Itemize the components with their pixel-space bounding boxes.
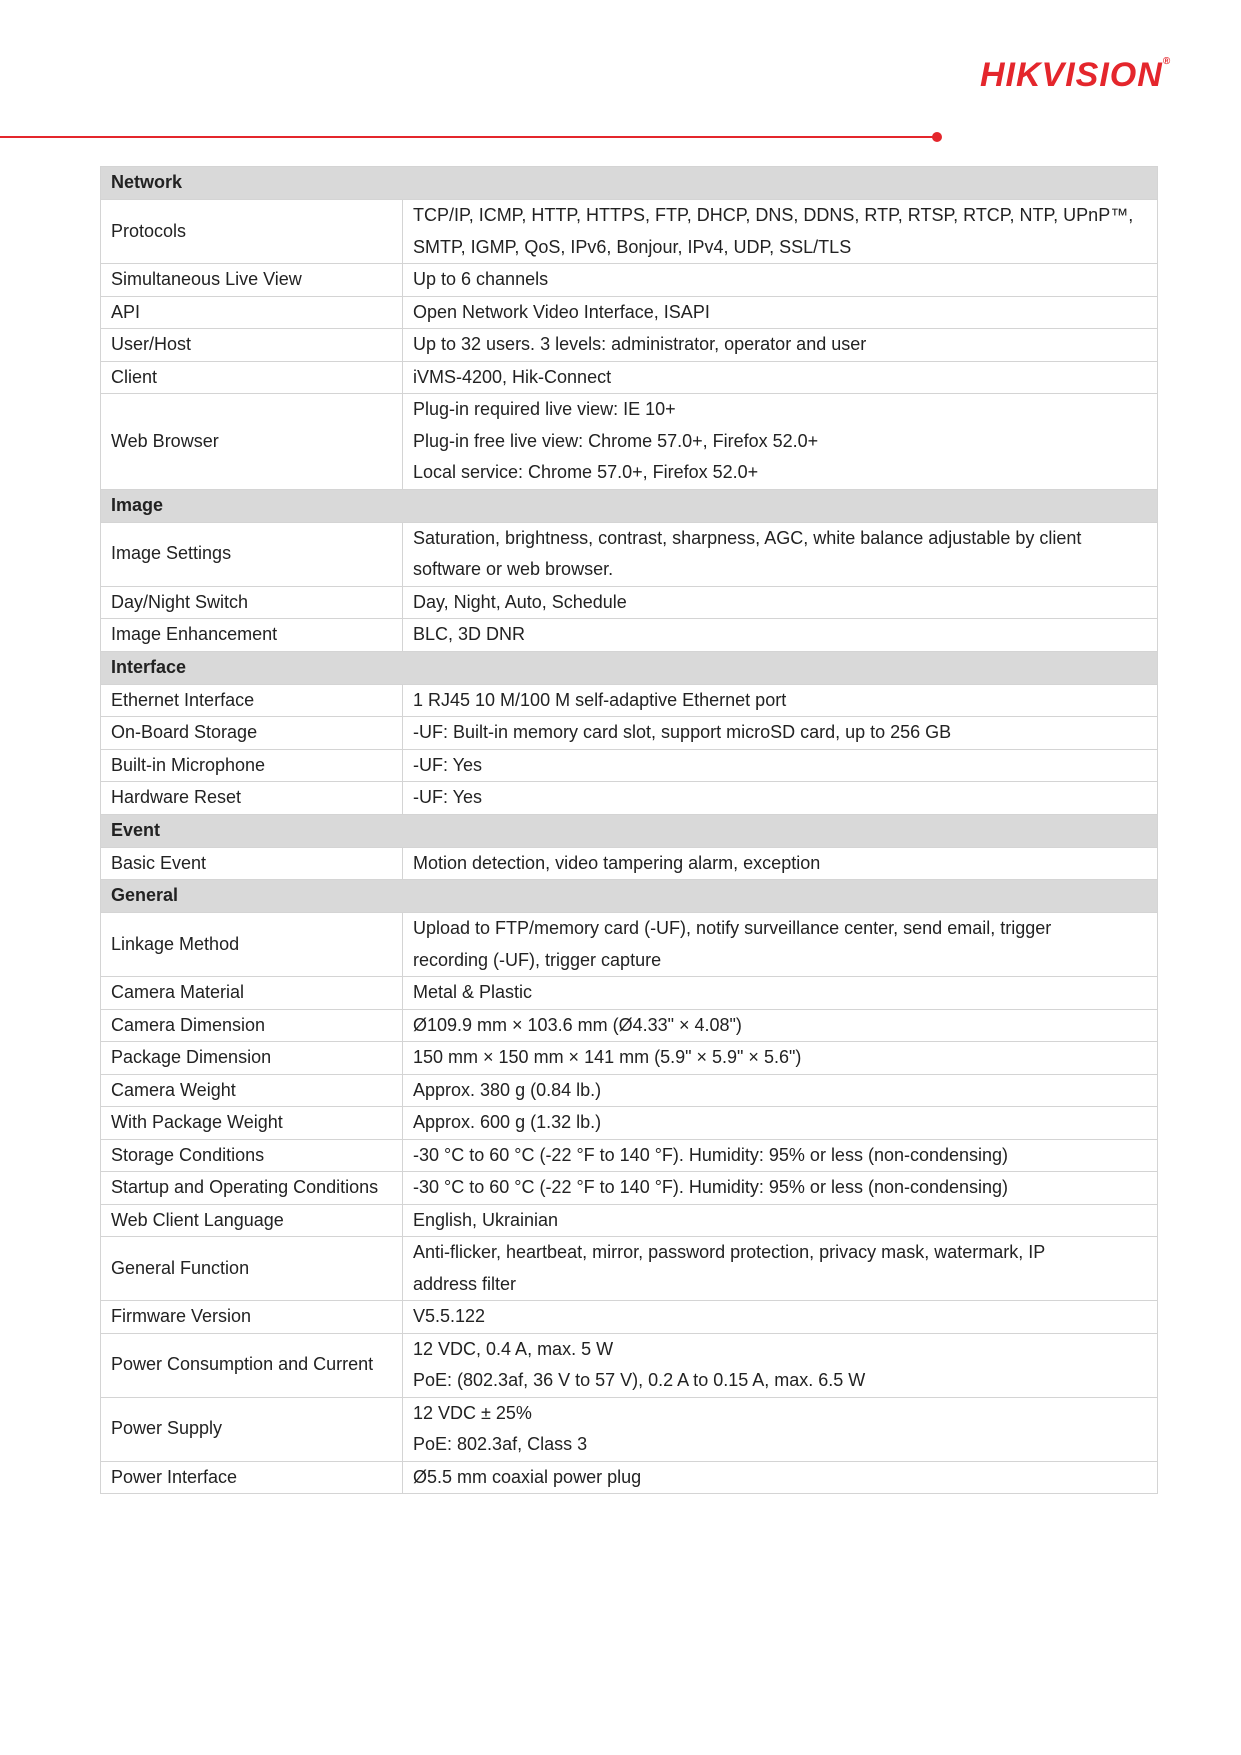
- spec-value-line: Metal & Plastic: [413, 982, 533, 1002]
- spec-value: [403, 586, 1158, 619]
- spec-label: Linkage Method: [101, 913, 403, 977]
- spec-row: [101, 586, 1158, 619]
- spec-value: [403, 264, 1158, 297]
- spec-label: Built-in Microphone: [101, 749, 403, 782]
- spec-label: Power Supply: [101, 1397, 403, 1461]
- spec-value-line: 1 RJ45 10 M/100 M self-adaptive Ethernet port: [413, 689, 787, 710]
- spec-value: [403, 1301, 1158, 1334]
- spec-value-line: Up to 32 users. 3 levels: administrator, operator and user: [413, 334, 867, 354]
- spec-value-line: Open Network Video Interface, ISAPI: [413, 301, 710, 322]
- spec-value-line: English, Ukrainian: [413, 1209, 559, 1230]
- spec-value: [403, 1107, 1158, 1140]
- spec-value-line: 12 VDC ± 25%: [413, 1402, 532, 1423]
- spec-value-line: TCP/IP, ICMP, HTTP, HTTPS, FTP, DHCP, DNS, DDNS, RTP, RTSP, RTCP, NTP, UPnP™,: [413, 205, 1134, 225]
- spec-row: [101, 684, 1158, 717]
- spec-value-line: PoE: (802.3af, 36 V to 57 V), 0.2 A to 0.15 A, max. 6.5 W: [413, 1370, 866, 1390]
- spec-label: Basic Event: [101, 847, 403, 880]
- spec-value: [403, 1397, 1158, 1461]
- spec-value: [403, 1139, 1158, 1172]
- spec-value-line: Local service: Chrome 57.0+, Firefox 52.0+: [413, 462, 759, 482]
- spec-label: Ethernet Interface: [101, 684, 403, 717]
- spec-row: [101, 1301, 1158, 1334]
- spec-value-line: Saturation, brightness, contrast, sharpness, AGC, white balance adjustable by client: [413, 527, 1082, 548]
- spec-row: [101, 913, 1158, 977]
- section-title: Network: [101, 167, 1158, 200]
- spec-row: [101, 1042, 1158, 1075]
- spec-label: Image Settings: [101, 522, 403, 586]
- spec-value: [403, 1172, 1158, 1205]
- spec-label: Startup and Operating Conditions: [101, 1172, 403, 1205]
- spec-value: [403, 296, 1158, 329]
- spec-label: Package Dimension: [101, 1042, 403, 1075]
- spec-value: [403, 1074, 1158, 1107]
- spec-value-line: iVMS-4200, Hik-Connect: [413, 366, 612, 387]
- spec-row: [101, 1204, 1158, 1237]
- spec-label: Protocols: [101, 200, 403, 264]
- spec-row: [101, 977, 1158, 1010]
- spec-value: [403, 1461, 1158, 1494]
- spec-label: Hardware Reset: [101, 782, 403, 815]
- spec-label: On-Board Storage: [101, 717, 403, 750]
- spec-value-line: -UF: Yes: [413, 754, 483, 775]
- section-header-row: [101, 651, 1158, 684]
- spec-label: User/Host: [101, 329, 403, 362]
- spec-table: [100, 166, 1158, 1494]
- spec-value-line: Up to 6 channels: [413, 269, 549, 289]
- spec-row: [101, 296, 1158, 329]
- section-header-row: [101, 880, 1158, 913]
- spec-row: [101, 847, 1158, 880]
- spec-label: Power Interface: [101, 1461, 403, 1494]
- spec-value-line: Approx. 380 g (0.84 lb.): [413, 1079, 602, 1100]
- spec-value: [403, 361, 1158, 394]
- spec-value: [403, 749, 1158, 782]
- spec-value-line: V5.5.122: [413, 1306, 486, 1326]
- spec-value-line: software or web browser.: [413, 559, 614, 579]
- spec-label: With Package Weight: [101, 1107, 403, 1140]
- spec-value-line: Ø5.5 mm coaxial power plug: [413, 1466, 642, 1487]
- spec-value: [403, 717, 1158, 750]
- spec-value-line: Approx. 600 g (1.32 lb.): [413, 1112, 602, 1132]
- spec-value: [403, 1204, 1158, 1237]
- spec-value-line: address filter: [413, 1273, 517, 1294]
- spec-row: [101, 1172, 1158, 1205]
- logo-registered-mark: ®: [1162, 56, 1172, 67]
- spec-value-line: PoE: 802.3af, Class 3: [413, 1434, 588, 1454]
- spec-value: [403, 782, 1158, 815]
- spec-value-line: SMTP, IGMP, QoS, IPv6, Bonjour, IPv4, UDP, SSL/TLS: [413, 236, 852, 257]
- spec-row: [101, 1139, 1158, 1172]
- spec-row: [101, 1397, 1158, 1461]
- spec-value-line: Plug-in required live view: IE 10+: [413, 399, 676, 419]
- spec-row: [101, 329, 1158, 362]
- spec-label: Client: [101, 361, 403, 394]
- spec-value: [403, 913, 1158, 977]
- spec-label: Storage Conditions: [101, 1139, 403, 1172]
- spec-row: [101, 394, 1158, 490]
- spec-value-line: Plug-in free live view: Chrome 57.0+, Firefox 52.0+: [413, 430, 819, 451]
- spec-value: [403, 1042, 1158, 1075]
- spec-row: [101, 1074, 1158, 1107]
- header-divider-dot: [932, 132, 942, 142]
- spec-value: [403, 394, 1158, 490]
- section-title: Image: [101, 489, 1158, 522]
- spec-value-line: -30 °C to 60 °C (-22 °F to 140 °F). Humidity: 95% or less (non-condensing): [413, 1144, 1009, 1165]
- spec-value: [403, 977, 1158, 1010]
- spec-value-line: -UF: Yes: [413, 787, 483, 807]
- section-title: Interface: [101, 651, 1158, 684]
- section-header-row: [101, 814, 1158, 847]
- spec-value: [403, 329, 1158, 362]
- section-title: General: [101, 880, 1158, 913]
- spec-value-line: 12 VDC, 0.4 A, max. 5 W: [413, 1338, 614, 1359]
- spec-value: [403, 1009, 1158, 1042]
- spec-value: [403, 684, 1158, 717]
- spec-value: [403, 200, 1158, 264]
- spec-value: [403, 1333, 1158, 1397]
- section-title: Event: [101, 814, 1158, 847]
- spec-value-line: recording (-UF), trigger capture: [413, 949, 662, 970]
- spec-row: [101, 1333, 1158, 1397]
- spec-row: [101, 1009, 1158, 1042]
- spec-table-body: [101, 167, 1158, 1494]
- spec-row: [101, 1237, 1158, 1301]
- spec-row: [101, 264, 1158, 297]
- spec-row: [101, 522, 1158, 586]
- spec-label: Simultaneous Live View: [101, 264, 403, 297]
- spec-value: [403, 847, 1158, 880]
- spec-label: Firmware Version: [101, 1301, 403, 1334]
- spec-value-line: BLC, 3D DNR: [413, 624, 526, 644]
- spec-value-line: -30 °C to 60 °C (-22 °F to 140 °F). Humidity: 95% or less (non-condensing): [413, 1177, 1009, 1197]
- spec-label: Camera Dimension: [101, 1009, 403, 1042]
- spec-label: Image Enhancement: [101, 619, 403, 652]
- spec-row: [101, 1461, 1158, 1494]
- spec-value-line: -UF: Built-in memory card slot, support microSD card, up to 256 GB: [413, 722, 952, 742]
- section-header-row: [101, 167, 1158, 200]
- spec-label: General Function: [101, 1237, 403, 1301]
- spec-row: [101, 1107, 1158, 1140]
- logo-text: HIKVISION: [980, 56, 1163, 94]
- spec-value: [403, 1237, 1158, 1301]
- section-header-row: [101, 489, 1158, 522]
- spec-row: [101, 200, 1158, 264]
- spec-value: [403, 522, 1158, 586]
- spec-label: Day/Night Switch: [101, 586, 403, 619]
- spec-row: [101, 749, 1158, 782]
- spec-value-line: 150 mm × 150 mm × 141 mm (5.9" × 5.9" × 5.6"): [413, 1047, 802, 1067]
- brand-logo: [980, 56, 1171, 95]
- spec-row: [101, 782, 1158, 815]
- spec-value: [403, 619, 1158, 652]
- spec-label: Power Consumption and Current: [101, 1333, 403, 1397]
- spec-row: [101, 361, 1158, 394]
- spec-value-line: Day, Night, Auto, Schedule: [413, 591, 627, 612]
- spec-row: [101, 717, 1158, 750]
- spec-label: Web Browser: [101, 394, 403, 490]
- spec-label: Camera Material: [101, 977, 403, 1010]
- spec-value-line: Upload to FTP/memory card (-UF), notify surveillance center, send email, trigger: [413, 918, 1052, 938]
- spec-label: Camera Weight: [101, 1074, 403, 1107]
- spec-label: API: [101, 296, 403, 329]
- spec-value-line: Motion detection, video tampering alarm, exception: [413, 852, 821, 873]
- spec-value-line: Anti-flicker, heartbeat, mirror, password protection, privacy mask, watermark, IP: [413, 1242, 1046, 1262]
- spec-label: Web Client Language: [101, 1204, 403, 1237]
- header-divider: [0, 136, 936, 138]
- spec-row: [101, 619, 1158, 652]
- spec-value-line: Ø109.9 mm × 103.6 mm (Ø4.33" × 4.08"): [413, 1014, 742, 1035]
